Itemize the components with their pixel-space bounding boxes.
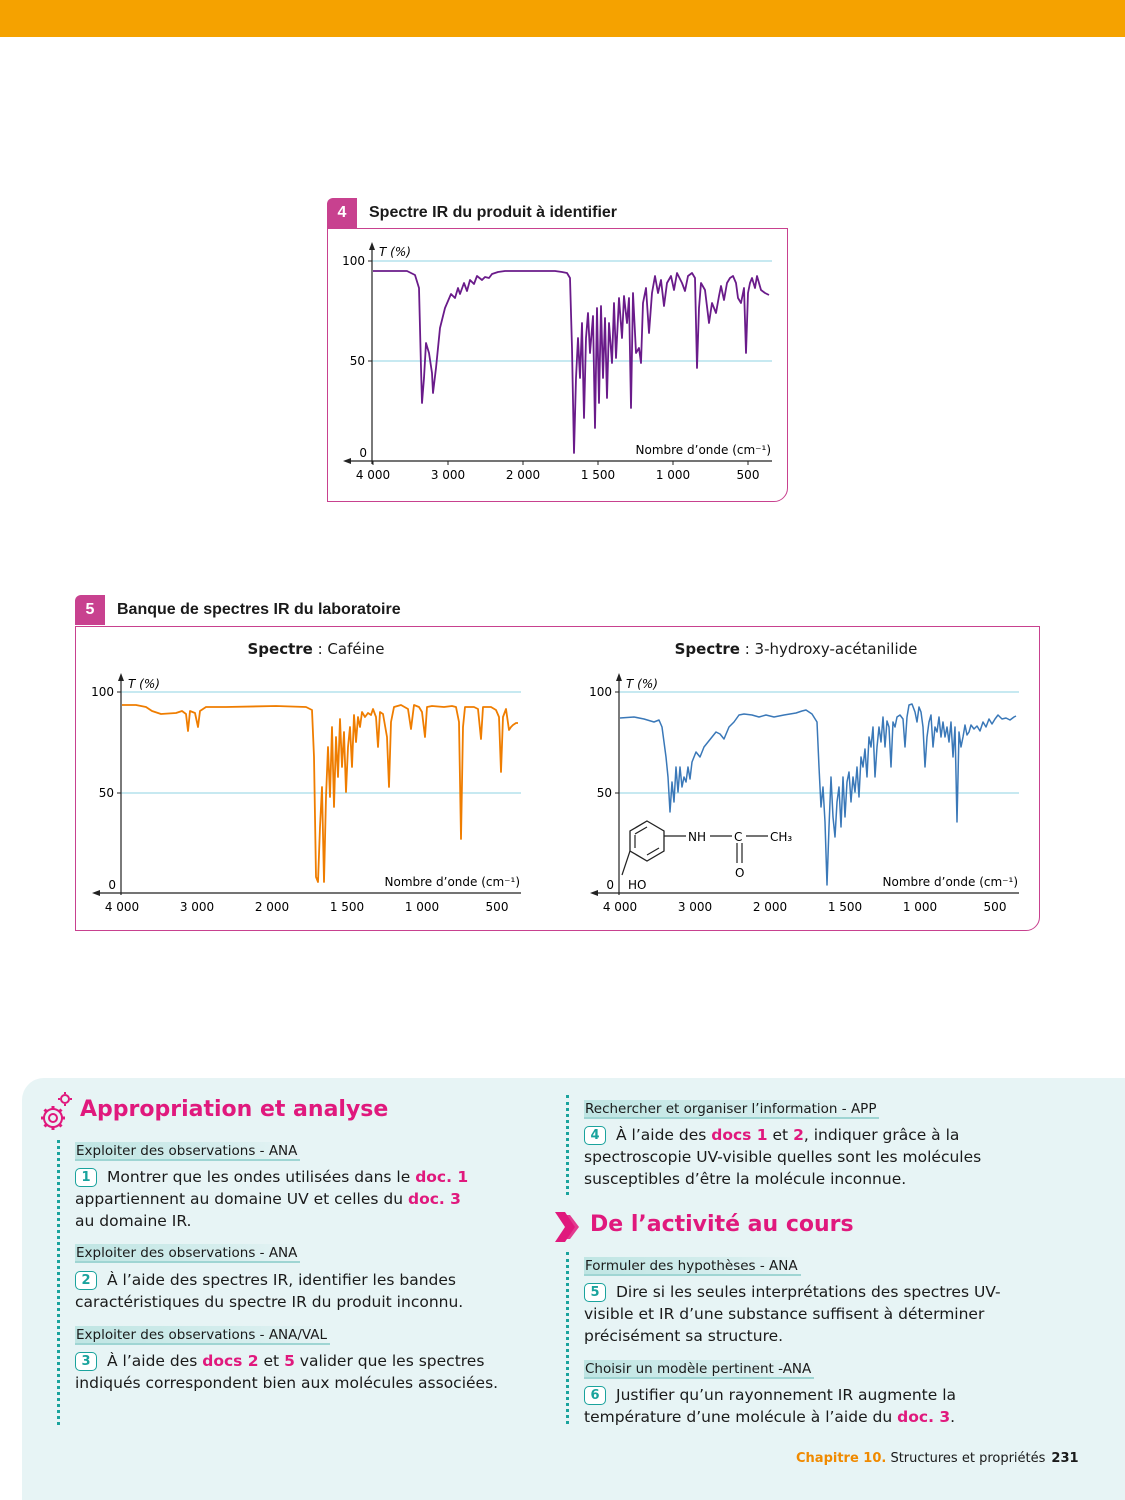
x-tick-label: 2 000 xyxy=(505,468,541,482)
question-2: 2 À l’aide des spectres IR, identifier les bandes caractéristiques du spectre IR du produit inconnu. xyxy=(75,1271,464,1311)
x-axis-arrow xyxy=(92,890,100,896)
page-footer xyxy=(796,1451,1079,1466)
molecule-ho: HO xyxy=(628,878,647,892)
cours-title: De l’activité au cours xyxy=(590,1212,854,1237)
hydroxyacetanilide-chart-title: Spectre : 3-hydroxy-acétanilide xyxy=(674,640,918,658)
y-tick-label: 0 xyxy=(606,878,614,892)
question-4: 4 À l’aide des docs 1 et 2, indiquer grâce à la spectroscopie UV-visible quelles sont les molécules susceptibles d’être la molécule inconnue. xyxy=(584,1126,982,1188)
question-number: 6 xyxy=(584,1386,606,1405)
y-tick-label: 50 xyxy=(349,354,365,368)
doc4-title: Spectre IR du produit à identifier xyxy=(369,204,618,221)
question-6: 6 Justifier qu’un rayonnement IR augmente la température d’une molécule à l’aide du doc. 3. xyxy=(584,1386,957,1426)
question-number: 1 xyxy=(75,1168,97,1187)
y-tick-label: 100 xyxy=(589,685,612,699)
y-tick-label: 100 xyxy=(342,254,365,268)
page-number: 231 xyxy=(1051,1451,1079,1466)
hydroxyacetanilide-chart xyxy=(574,627,1044,927)
x-tick-label: 1 000 xyxy=(404,900,440,914)
dotted-rule-left xyxy=(57,1140,60,1425)
x-axis-arrow xyxy=(590,890,598,896)
skill-label: Rechercher et organiser l’information - APP xyxy=(584,1100,879,1119)
dotted-rule-right-2 xyxy=(566,1252,569,1424)
x-axis-label: Nombre d’onde (cm⁻¹) xyxy=(882,875,1018,889)
x-axis-arrow xyxy=(343,458,351,464)
bond xyxy=(622,851,630,875)
question-3: 3 À l’aide des docs 2 et 5 valider que les spectres indiqués correspondent bien aux molécules associées. xyxy=(75,1352,499,1392)
molecule-c: C xyxy=(734,830,743,844)
caffeine-chart xyxy=(76,627,546,927)
molecule-nh: NH xyxy=(688,830,706,844)
x-axis-label: Nombre d’onde (cm⁻¹) xyxy=(384,875,520,889)
question-5: 5 Dire si les seules interprétations des spectres UV-visible et IR d’une substance suffisent à déterminer précisément sa structure. xyxy=(584,1283,1001,1345)
x-tick-label: 2 000 xyxy=(752,900,788,914)
x-tick-label: 3 000 xyxy=(677,900,713,914)
gear-icon xyxy=(37,1090,75,1136)
question-number: 5 xyxy=(584,1283,606,1302)
x-tick-label: 3 000 xyxy=(430,468,466,482)
molecule-o: O xyxy=(735,866,745,880)
ring-double-bond xyxy=(647,848,659,855)
molecule-ch3: CH₃ xyxy=(770,830,793,844)
question-number: 4 xyxy=(584,1126,606,1145)
chapter-title: Structures et propriétés xyxy=(886,1451,1046,1466)
x-tick-label: 1 000 xyxy=(655,468,691,482)
x-tick-label: 2 000 xyxy=(254,900,290,914)
appropriation-title: Appropriation et analyse xyxy=(80,1097,389,1122)
y-tick-label: 50 xyxy=(596,786,612,800)
y-axis-label: T (%) xyxy=(128,677,160,691)
skill-label: Choisir un modèle pertinent -ANA xyxy=(584,1360,814,1379)
x-tick-label: 1 500 xyxy=(329,900,365,914)
doc4-chart xyxy=(327,228,788,502)
doc5-number: 5 xyxy=(75,595,105,625)
y-tick-label: 0 xyxy=(108,878,116,892)
y-axis-arrow xyxy=(616,673,622,681)
skill-label: Exploiter des observations - ANA/VAL xyxy=(75,1326,330,1345)
y-axis-label: T (%) xyxy=(379,245,411,259)
doc4-header xyxy=(327,198,617,228)
y-tick-label: 100 xyxy=(91,685,114,699)
skill-label: Exploiter des observations - ANA xyxy=(75,1244,300,1263)
doc5-header xyxy=(75,595,401,625)
x-axis-label: Nombre d’onde (cm⁻¹) xyxy=(635,443,771,457)
spectrum-line-unknown xyxy=(373,271,769,453)
x-tick-label: 500 xyxy=(736,468,760,482)
x-tick-label: 500 xyxy=(485,900,509,914)
ring-double-bond xyxy=(635,827,647,834)
dotted-rule-right xyxy=(566,1095,569,1195)
y-axis-label: T (%) xyxy=(626,677,658,691)
double-chevron-icon xyxy=(555,1212,583,1242)
skill-label: Exploiter des observations - ANA xyxy=(75,1142,300,1161)
top-color-band xyxy=(0,0,1125,37)
chapter-label: Chapitre 10. xyxy=(796,1451,887,1466)
molecule-structure xyxy=(622,821,792,892)
y-axis-arrow xyxy=(369,242,375,250)
spectrum-line-hydroxyacetanilide xyxy=(620,704,1016,885)
y-tick-label: 0 xyxy=(359,446,367,460)
doc5-frame xyxy=(75,626,1040,931)
doc4-number: 4 xyxy=(327,198,357,228)
skill-label: Formuler des hypothèses - ANA xyxy=(584,1257,801,1276)
caffeine-chart-title: Spectre : Caféine xyxy=(247,640,385,658)
question-1: 1 Montrer que les ondes utilisées dans le doc. 1 appartiennent au domaine UV et celles du doc. 3 au domaine IR. xyxy=(75,1168,469,1230)
x-tick-label: 500 xyxy=(983,900,1007,914)
y-axis-arrow xyxy=(118,673,124,681)
x-tick-label: 1 500 xyxy=(827,900,863,914)
x-tick-label: 4 000 xyxy=(104,900,140,914)
doc4-frame xyxy=(327,228,788,502)
x-tick-label: 3 000 xyxy=(179,900,215,914)
x-tick-label: 4 000 xyxy=(355,468,391,482)
question-number: 3 xyxy=(75,1352,97,1371)
x-tick-label: 1 000 xyxy=(902,900,938,914)
y-tick-label: 50 xyxy=(98,786,114,800)
question-number: 2 xyxy=(75,1271,97,1290)
doc5-title: Banque de spectres IR du laboratoire xyxy=(117,601,401,618)
x-tick-label: 1 500 xyxy=(580,468,616,482)
x-tick-label: 4 000 xyxy=(602,900,638,914)
